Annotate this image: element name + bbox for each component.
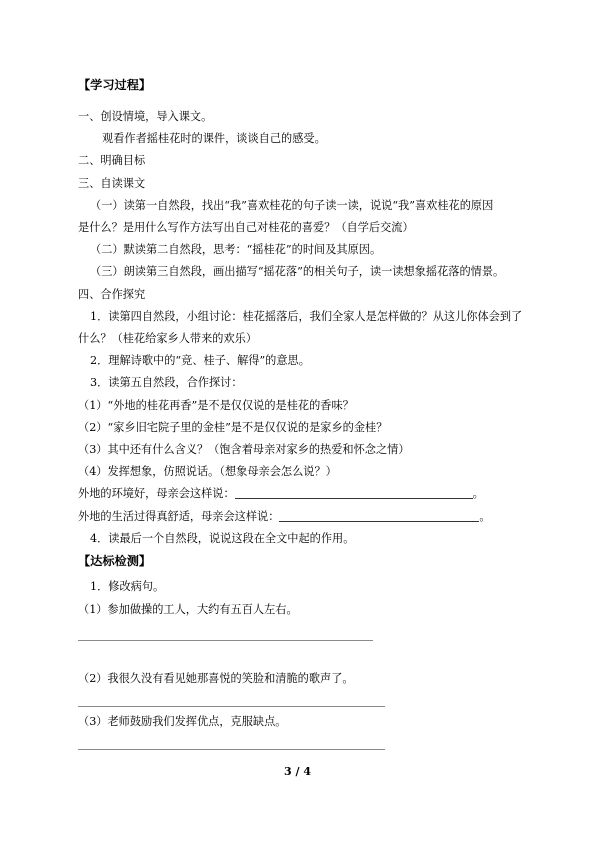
reading-task-1: （一）读第一自然段，找出“我”喜欢桂花的句子读一读，说说“我”喜欢桂花的原因 <box>90 199 494 212</box>
step-4-heading: 四、合作探究 <box>78 288 146 301</box>
step-1-heading: 一、创设情境，导入课文。 <box>78 110 213 123</box>
answer-line <box>78 640 373 641</box>
discussion-question-1: （1）“外地的桂花再香”是不是仅仅说的是桂花的香味？ <box>78 399 354 412</box>
reading-task-2: （二）默读第二自然段，思考：“摇桂花”的时间及其原因。 <box>90 243 382 256</box>
discussion-task-3: 3．读第五自然段，合作探讨： <box>90 376 243 389</box>
exercise-1-instruction: 1．修改病句。 <box>90 580 165 593</box>
step-1-instruction: 观看作者摇桂花时的课件，谈谈自己的感受。 <box>102 132 326 145</box>
step-3-heading: 三、自读课文 <box>78 177 146 190</box>
section-heading-learning-process: 【学习过程】 <box>78 78 152 92</box>
discussion-question-3: （3）其中还有什么含义？（饱含着母亲对家乡的热爱和怀念之情） <box>78 443 410 456</box>
discussion-task-1-continued: 什么？（桂花给家乡人带来的欢乐） <box>78 332 258 345</box>
discussion-task-2: 2．理解诗歌中的“竞、桂子、解得”的意思。 <box>90 354 310 367</box>
fill-in-sentence-2 <box>78 506 491 528</box>
fill-in-prompt: 外地的生活过得真舒适，母亲会这样说： <box>78 510 280 523</box>
fill-in-sentence-1 <box>78 483 484 505</box>
faulty-sentence-2: （2）我很久没有看见她那喜悦的笑脸和清脆的歌声了。 <box>78 672 354 685</box>
discussion-question-2: （2）“家乡旧宅院子里的金桂”是不是仅仅说的是家乡的金桂？ <box>78 421 388 434</box>
answer-line <box>78 706 385 707</box>
faulty-sentence-3: （3）老师鼓励我们发挥优点，克服缺点。 <box>78 715 287 728</box>
answer-line <box>78 749 385 750</box>
fill-in-end-mark: 。 <box>472 487 484 500</box>
section-heading-assessment: 【达标检测】 <box>78 554 152 568</box>
discussion-task-1: 1．读第四自然段，小组讨论：桂花摇落后，我们全家人是怎样做的？从这儿你体会到了 <box>90 310 523 323</box>
fill-in-end-mark: 。 <box>479 510 491 523</box>
fill-in-prompt: 外地的环境好，母亲会这样说： <box>78 487 235 500</box>
step-2-heading: 二、明确目标 <box>78 154 146 167</box>
answer-blank <box>235 485 473 499</box>
reading-task-3: （三）朗读第三自然段，画出描写“摇花落”的相关句子，读一读想象摇花落的情景。 <box>90 265 505 278</box>
discussion-task-4: 4．读最后一个自然段，说说这段在全文中起的作用。 <box>90 532 355 545</box>
answer-blank <box>279 508 479 522</box>
faulty-sentence-1: （1）参加做操的工人，大约有五百人左右。 <box>78 603 298 616</box>
reading-task-1-continued: 是什么？是用什么写作方法写出自己对桂花的喜爱？（自学后交流） <box>78 221 414 234</box>
page-number: 3 / 4 <box>284 765 311 778</box>
discussion-question-4: （4）发挥想象，仿照说话。（想象母亲会怎么说？） <box>78 465 337 478</box>
